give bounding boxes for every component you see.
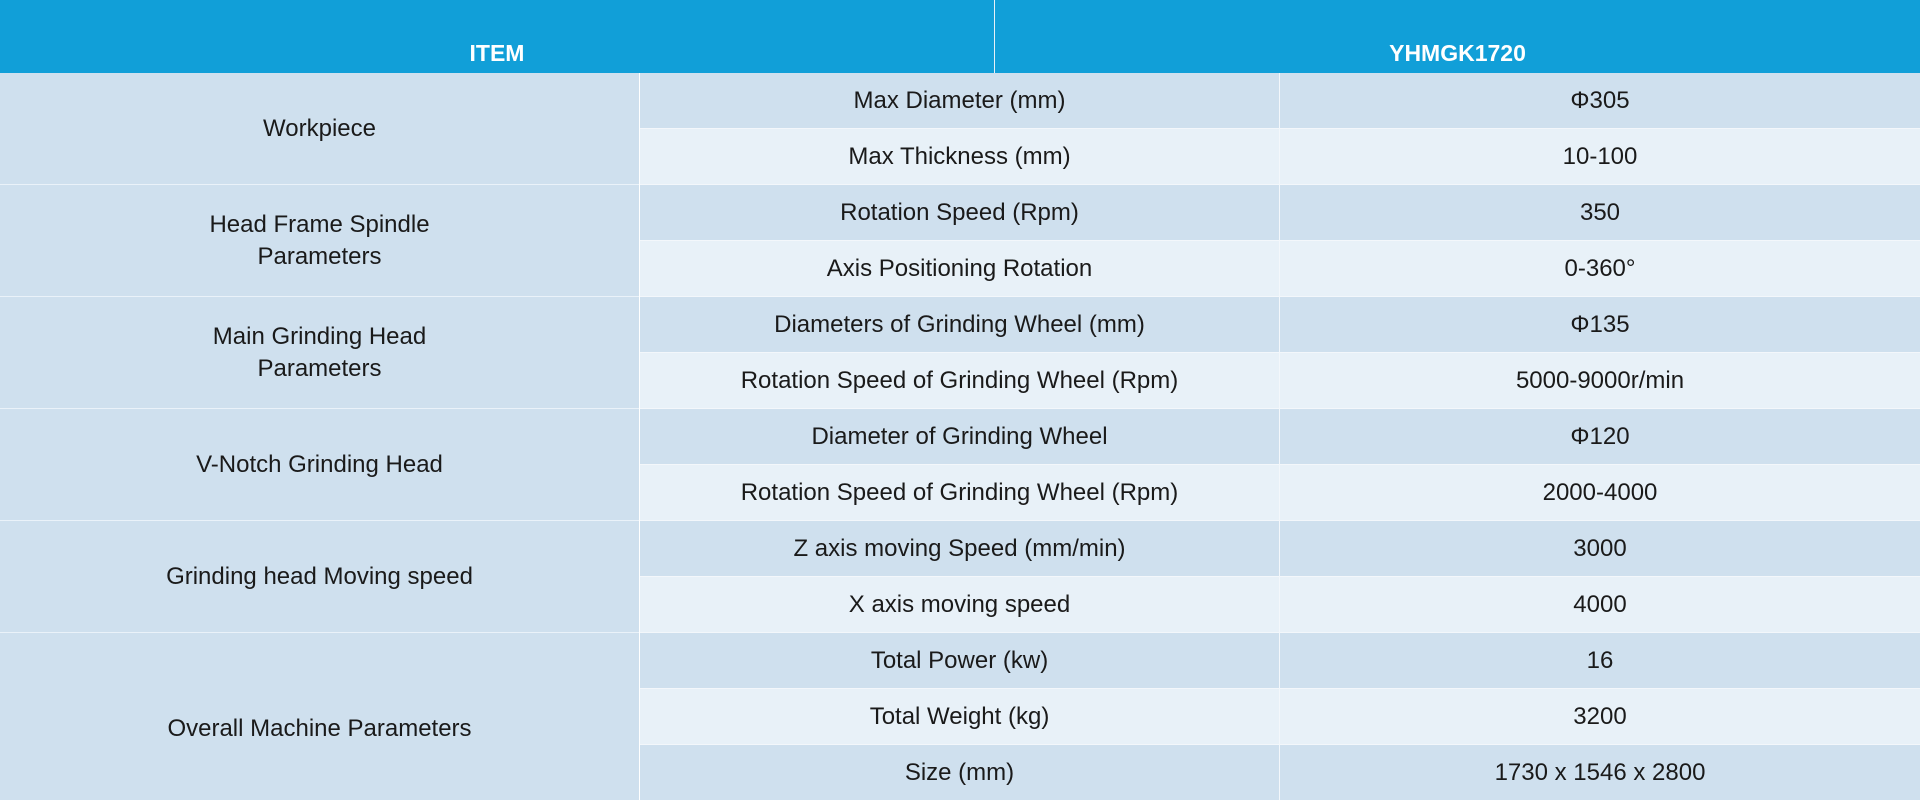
value-cell: Φ305 [1570,86,1630,114]
group-workpiece [0,73,1920,185]
param-cell: Rotation Speed of Grinding Wheel (Rpm) [740,478,1179,506]
group-label: Main Grinding Head Parameters [0,297,639,409]
group-overall-machine [0,633,1920,800]
table-row [640,129,1920,185]
table-row [640,689,1920,745]
table-row [640,521,1920,577]
table-row [640,241,1920,297]
group-label: Head Frame Spindle Parameters [0,185,639,297]
value-cell: 3000 [1573,534,1627,562]
table-row [640,73,1920,129]
table-row [640,409,1920,465]
param-cell: Z axis moving Speed (mm/min) [793,534,1126,562]
param-cell: Max Diameter (mm) [853,86,1066,114]
group-main-grinding-head [0,297,1920,409]
value-cell: 1730 x 1546 x 2800 [1494,758,1706,786]
param-cell: X axis moving speed [848,590,1071,618]
table-row [640,465,1920,521]
group-label: Workpiece [0,73,639,185]
param-cell: Total Power (kw) [870,646,1049,674]
param-cell: Rotation Speed (Rpm) [840,198,1079,226]
value-cell: 350 [1579,198,1621,226]
param-cell: Axis Positioning Rotation [826,254,1093,282]
value-cell: 0-360° [1564,254,1636,282]
value-cell: Φ135 [1570,310,1630,338]
param-cell: Rotation Speed of Grinding Wheel (Rpm) [740,366,1179,394]
group-head-frame-spindle [0,185,1920,297]
table-row [640,745,1920,800]
table-row [640,633,1920,689]
group-label: V-Notch Grinding Head [0,409,639,521]
group-label: Overall Machine Parameters [0,633,639,800]
header-model: YHMGK1720 [1389,40,1526,66]
value-cell: 5000-9000r/min [1515,366,1685,394]
value-cell: 16 [1586,646,1614,674]
group-label: Grinding head Moving speed [0,521,639,633]
param-cell: Max Thickness (mm) [848,142,1071,170]
table-row [640,297,1920,353]
table-row [640,353,1920,409]
value-cell: 4000 [1573,590,1627,618]
group-v-notch-grinding-head [0,409,1920,521]
value-cell: Φ120 [1570,422,1630,450]
value-cell: 10-100 [1562,142,1638,170]
param-cell: Total Weight (kg) [869,702,1050,730]
value-cell: 3200 [1573,702,1627,730]
table-header [0,0,1920,73]
table-row [640,577,1920,633]
value-cell: 2000-4000 [1542,478,1658,506]
param-cell: Size (mm) [904,758,1015,786]
table-row [640,185,1920,241]
group-grinding-head-moving-speed [0,521,1920,633]
param-cell: Diameters of Grinding Wheel (mm) [774,310,1145,338]
param-cell: Diameter of Grinding Wheel [811,422,1108,450]
header-item: ITEM [469,40,525,66]
